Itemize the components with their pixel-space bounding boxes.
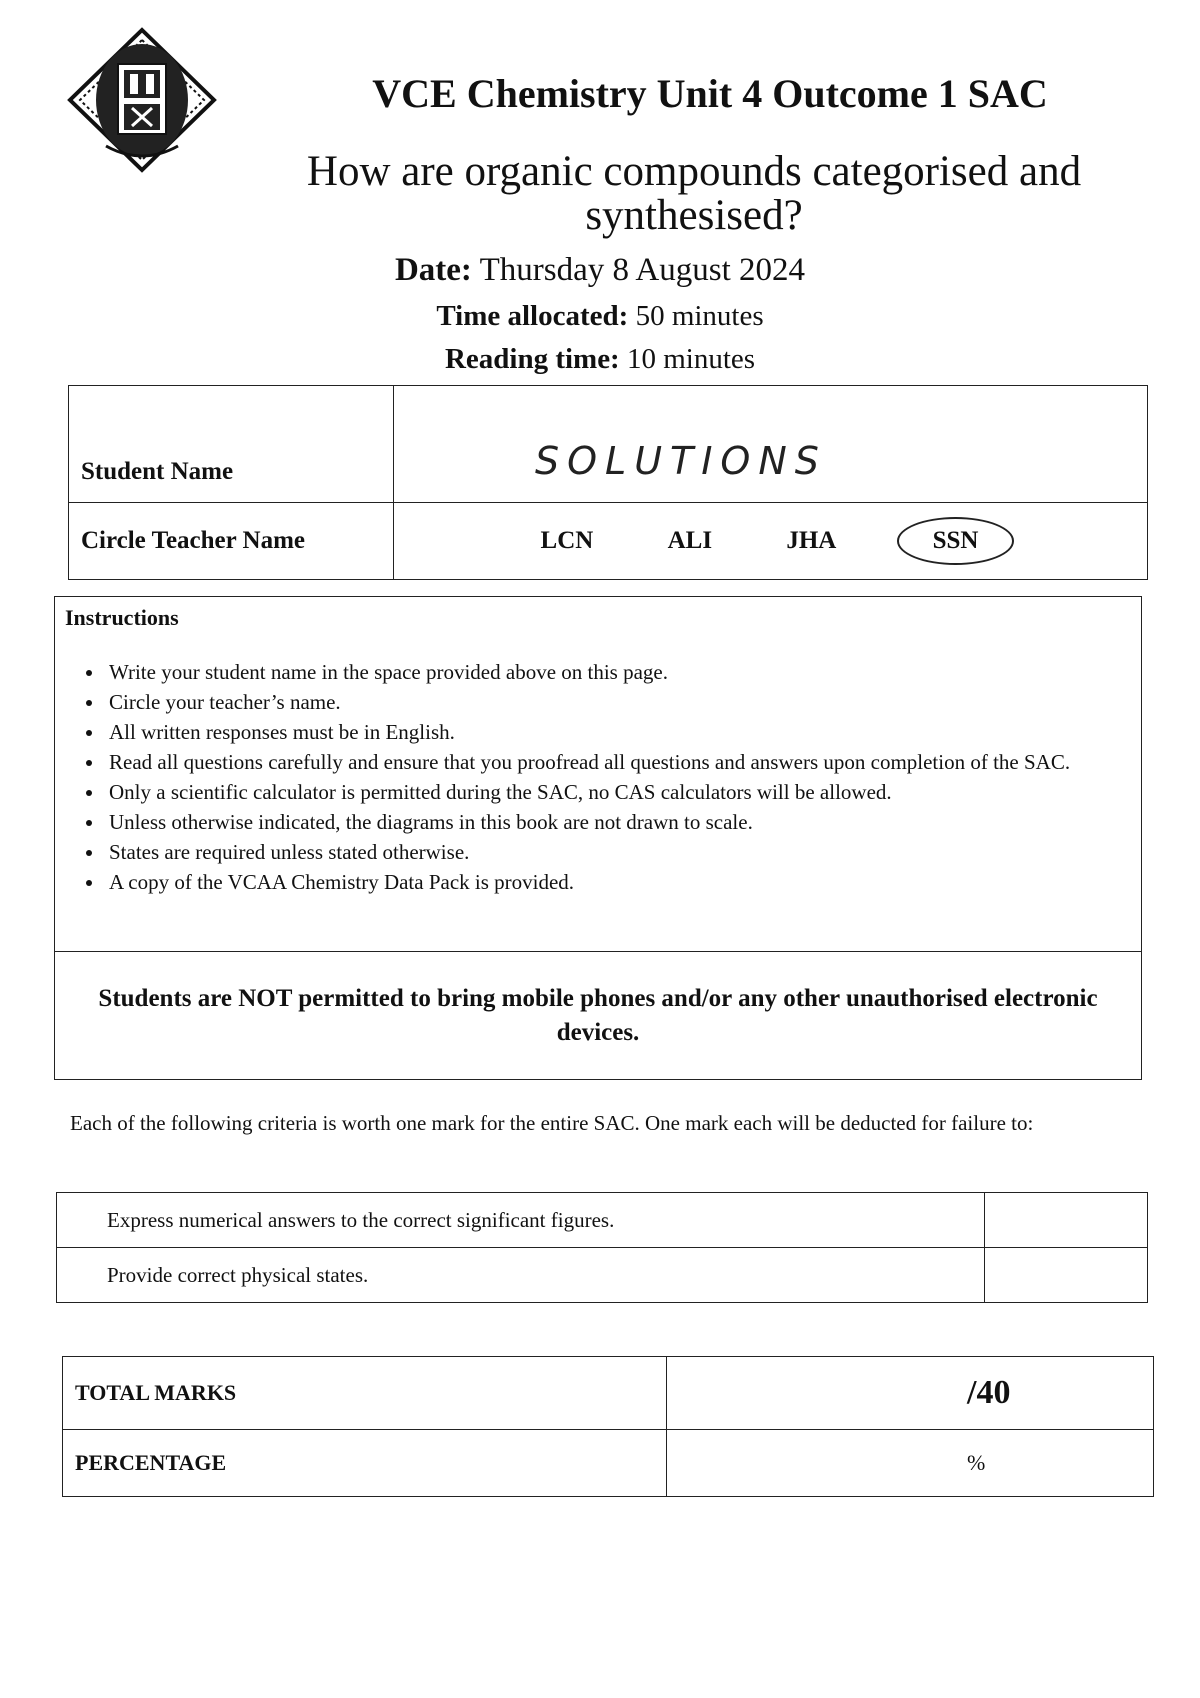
teacher-name-label: Circle Teacher Name	[69, 503, 394, 580]
teacher-option-ali[interactable]: ALI	[667, 527, 713, 554]
instruction-item: • States are required unless stated otherwise.	[105, 837, 1141, 867]
instructions-list	[55, 657, 1141, 897]
instruction-item: • Read all questions carefully and ensure that you proofread all questions and answers upon completion of the SAC.	[105, 747, 1141, 777]
criteria-intro: Each of the following criteria is worth one mark for the entire SAC. One mark each will be deducted for failure to:	[70, 1111, 1034, 1135]
instructions-box	[54, 596, 1142, 1080]
time-value: 50 minutes	[635, 300, 764, 332]
reading-label: Reading time:	[444, 343, 620, 375]
instruction-item: • Circle your teacher’s name.	[105, 687, 1141, 717]
percentage-field[interactable]	[667, 1430, 1154, 1497]
criteria-sig-figs-mark-box[interactable]	[985, 1193, 1148, 1248]
reading-value: 10 minutes	[626, 343, 756, 375]
instruction-item: • A copy of the VCAA Chemistry Data Pack is provided.	[105, 867, 1141, 897]
criteria-sig-figs: Express numerical answers to the correct significant figures.	[57, 1193, 985, 1248]
total-marks-value: /40	[967, 1374, 1011, 1411]
instructions-heading: Instructions	[65, 605, 179, 630]
date-label: Date:	[394, 252, 472, 288]
percentage-value: %	[967, 1450, 986, 1475]
date-value: Thursday 8 August 2024	[479, 252, 806, 288]
table-row	[63, 1357, 1154, 1430]
percentage-label: PERCENTAGE	[63, 1430, 667, 1497]
table-row	[63, 1430, 1154, 1497]
document-title: VCE Chemistry Unit 4 Outcome 1 SAC	[372, 71, 1048, 116]
instruction-item: • Only a scientific calculator is permitted during the SAC, no CAS calculators will be allowed.	[105, 777, 1141, 807]
time-label: Time allocated:	[436, 300, 629, 332]
student-details-table	[68, 385, 1148, 580]
document-subtitle: How are organic compounds categorised and synthesised?	[306, 148, 1082, 239]
marks-table	[62, 1356, 1154, 1497]
student-name-label: Student Name	[69, 386, 394, 503]
criteria-physical-states-mark-box[interactable]	[985, 1248, 1148, 1303]
criteria-table	[56, 1192, 1148, 1303]
student-name-handwritten: SOLUTIONS	[535, 439, 827, 483]
total-marks-field[interactable]	[667, 1357, 1154, 1430]
instruction-item: • Write your student name in the space provided above on this page.	[105, 657, 1141, 687]
school-crest-logo	[66, 26, 218, 174]
table-row	[57, 1193, 1148, 1248]
instruction-item: • All written responses must be in English.	[105, 717, 1141, 747]
table-row	[57, 1248, 1148, 1303]
criteria-physical-states: Provide correct physical states.	[57, 1248, 985, 1303]
teacher-options	[394, 503, 1148, 580]
teacher-option-ssn-circled[interactable]: SSN	[897, 517, 1015, 565]
devices-warning: Students are NOT permitted to bring mobile phones and/or any other unauthorised electronic devices.	[55, 951, 1141, 1079]
instruction-item: • Unless otherwise indicated, the diagrams in this book are not drawn to scale.	[105, 807, 1141, 837]
teacher-option-jha[interactable]: JHA	[786, 527, 837, 554]
student-name-field[interactable]	[394, 386, 1148, 503]
total-marks-label: TOTAL MARKS	[63, 1357, 667, 1430]
time-allocated	[0, 300, 1200, 333]
reading-time	[0, 343, 1200, 376]
teacher-option-lcn[interactable]: LCN	[540, 527, 594, 554]
exam-date	[0, 252, 1200, 289]
